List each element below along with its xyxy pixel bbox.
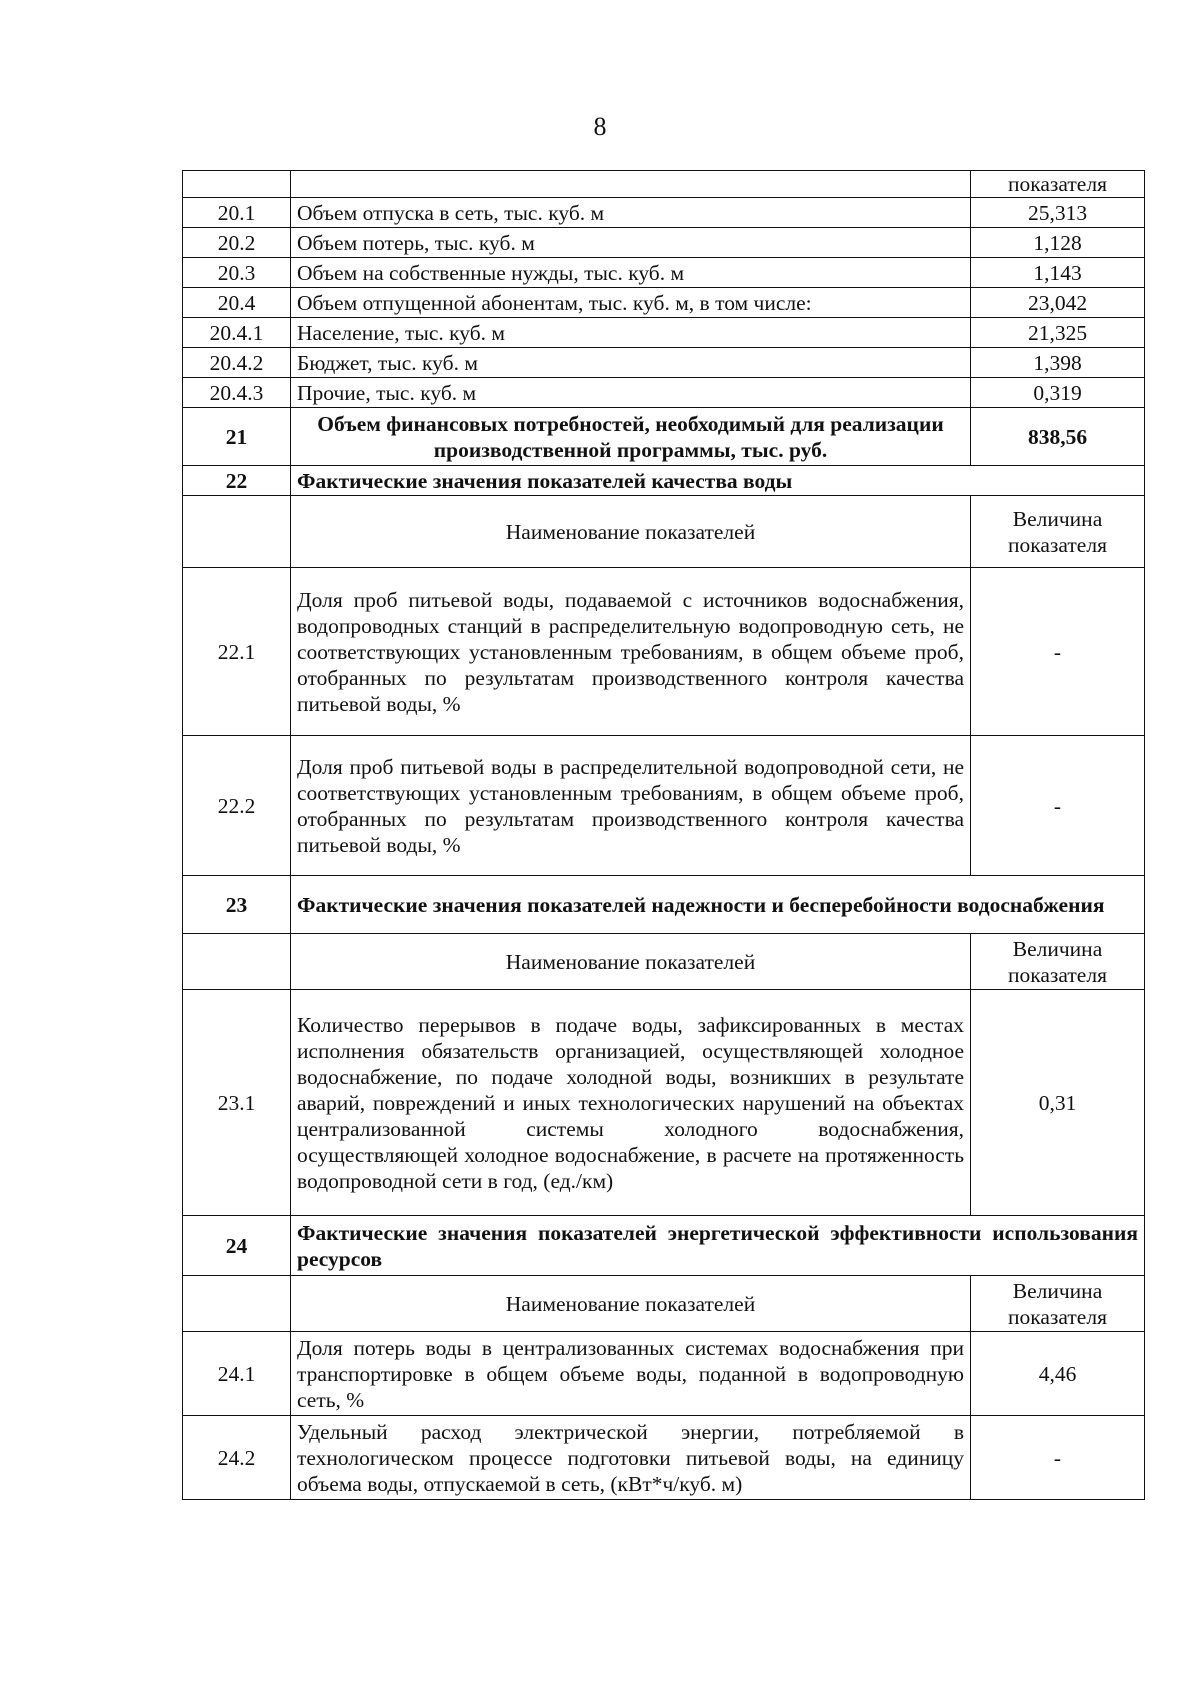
section-number: 24 (183, 1216, 291, 1276)
row-value: 4,46 (971, 1332, 1145, 1416)
row-name: Количество перерывов в подаче воды, зафиксированных в местах исполнения обязательств организацией, осуществляющей холодное водоснабжение, по подаче холодной воды, возникших в результате аварий, повреждений и иных технологических нарушений на объектах централизованной системы холодного водоснабжения, осуществляющей холодное водоснабжение, в расчете на протяженность водопроводной сети в год, (ед./км) (291, 990, 971, 1216)
row-name: Объем отпуска в сеть, тыс. куб. м (291, 198, 971, 228)
section-number: 23 (183, 876, 291, 934)
row-number: 20.4.3 (183, 378, 291, 408)
row-name: Доля проб питьевой воды, подаваемой с источников водоснабжения, водопроводных станций в распределительную водопроводную сеть, не соответствующих установленным требованиям, в общем объеме проб, отобранных по результатам производственного контроля качества питьевой воды, % (291, 568, 971, 736)
row-value: - (971, 736, 1145, 876)
table-row (183, 990, 1145, 1216)
row-number: 20.4.2 (183, 348, 291, 378)
table-row (183, 568, 1145, 736)
row-value: 21,325 (971, 318, 1145, 348)
row-number: 21 (183, 408, 291, 466)
row-value: 838,56 (971, 408, 1145, 466)
section-title: Фактические значения показателей качества воды (291, 466, 1145, 496)
row-number: 22.1 (183, 568, 291, 736)
row-value: 1,143 (971, 258, 1145, 288)
column-header-name: Наименование показателей (291, 496, 971, 568)
column-header-value: Величина показателя (971, 934, 1145, 990)
row-number: 22.2 (183, 736, 291, 876)
row-number: 20.4 (183, 288, 291, 318)
row-value: - (971, 1416, 1145, 1500)
column-header-name: Наименование показателей (291, 934, 971, 990)
table-row (183, 1332, 1145, 1416)
section-column-header-row (183, 1276, 1145, 1332)
row-name: Доля проб питьевой воды в распределительной водопроводной сети, не соответствующих установленным требованиям, в общем объеме проб, отобранных по результатам производственного контроля качества питьевой воды, % (291, 736, 971, 876)
column-header-name: Наименование показателей (291, 1276, 971, 1332)
header-cell-value: показателя (971, 171, 1145, 198)
row-value: 0,31 (971, 990, 1145, 1216)
empty-cell (183, 1276, 291, 1332)
row-value: 25,313 (971, 198, 1145, 228)
row-name: Бюджет, тыс. куб. м (291, 348, 971, 378)
section-title-row (183, 876, 1145, 934)
table-row (183, 288, 1145, 318)
row-number: 20.3 (183, 258, 291, 288)
row-value: - (971, 568, 1145, 736)
indicators-table (182, 170, 1145, 1500)
column-header-value: Величина показателя (971, 496, 1145, 568)
table-header-row (183, 171, 1145, 198)
empty-cell (183, 934, 291, 990)
section-title: Фактические значения показателей надежности и бесперебойности водоснабжения (291, 876, 1145, 934)
table-row (183, 736, 1145, 876)
row-number: 20.2 (183, 228, 291, 258)
table-row (183, 198, 1145, 228)
row-name: Объем отпущенной абонентам, тыс. куб. м, в том числе: (291, 288, 971, 318)
row-value: 1,398 (971, 348, 1145, 378)
empty-cell (183, 496, 291, 568)
section-column-header-row (183, 934, 1145, 990)
row-name: Население, тыс. куб. м (291, 318, 971, 348)
row-number: 24.2 (183, 1416, 291, 1500)
row-number: 24.1 (183, 1332, 291, 1416)
row-value: 0,319 (971, 378, 1145, 408)
section-title-row (183, 466, 1145, 496)
row-number: 20.4.1 (183, 318, 291, 348)
row-name: Объем финансовых потребностей, необходимый для реализации производственной программы, тыс. руб. (291, 408, 971, 466)
column-header-value: Величина показателя (971, 1276, 1145, 1332)
table-row (183, 258, 1145, 288)
row-number: 20.1 (183, 198, 291, 228)
header-cell-number (183, 171, 291, 198)
row-name: Доля потерь воды в централизованных системах водоснабжения при транспортировке в общем объеме воды, поданной в водопроводную сеть, % (291, 1332, 971, 1416)
table-row (183, 348, 1145, 378)
table-row (183, 318, 1145, 348)
row-value: 1,128 (971, 228, 1145, 258)
financial-needs-row (183, 408, 1145, 466)
row-number: 23.1 (183, 990, 291, 1216)
section-title: Фактические значения показателей энергетической эффективности использования ресурсов (291, 1216, 1145, 1276)
row-name: Объем на собственные нужды, тыс. куб. м (291, 258, 971, 288)
row-name: Объем потерь, тыс. куб. м (291, 228, 971, 258)
table-row (183, 228, 1145, 258)
row-name: Прочие, тыс. куб. м (291, 378, 971, 408)
section-column-header-row (183, 496, 1145, 568)
row-name: Удельный расход электрической энергии, потребляемой в технологическом процессе подготовки питьевой воды, на единицу объема воды, отпускаемой в сеть, (кВт*ч/куб. м) (291, 1416, 971, 1500)
table-row (183, 378, 1145, 408)
header-cell-name (291, 171, 971, 198)
section-title-row (183, 1216, 1145, 1276)
page-number: 8 (593, 112, 607, 141)
section-number: 22 (183, 466, 291, 496)
table-row (183, 1416, 1145, 1500)
row-value: 23,042 (971, 288, 1145, 318)
